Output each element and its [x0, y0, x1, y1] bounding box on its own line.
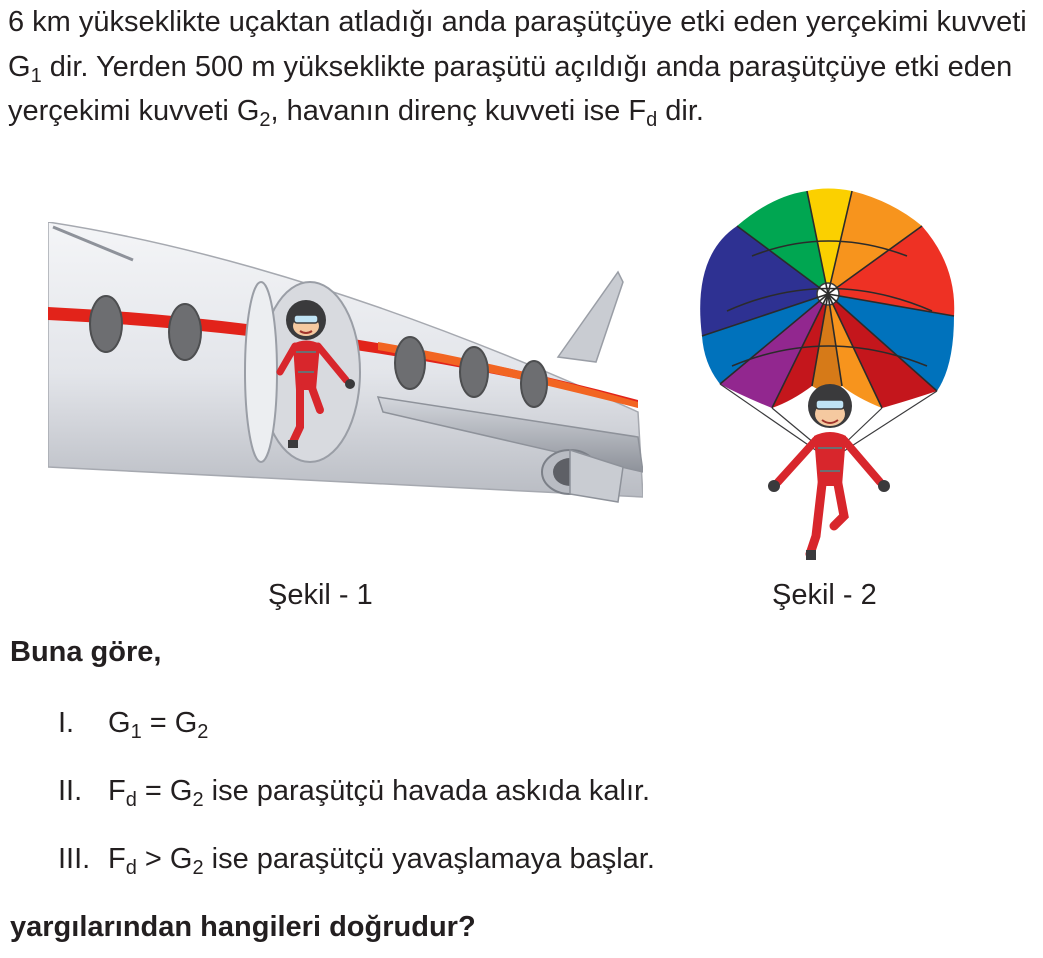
figure-2-caption: Şekil - 2 — [772, 579, 877, 611]
figure-1-caption: Şekil - 1 — [268, 579, 373, 611]
lead-text: Buna göre, — [10, 636, 162, 668]
statement-2: II. $F_d = G_2$ ise paraşütçü havada askıda kalır. — [58, 775, 651, 811]
statement-3: III. $F_d > G_2$ ise paraşütçü yavaşlamaya başlar. — [58, 843, 655, 879]
airplane-illustration — [48, 222, 643, 512]
statement-1: I. $G_1 = G_2$ — [58, 707, 209, 743]
problem-intro: 6 km yükseklikte uçaktan atladığı anda paraşütçüye etki eden yerçekimi kuvveti $G_1$ dir. Yerden 500 m yükseklikte paraşütü açıldığı anda paraşütçüye etki eden yerçekimi kuvveti $G_2$, havanın direnç kuvveti ise $F_d$ dir. — [8, 6, 1027, 131]
parachute-illustration — [692, 186, 967, 571]
parachute-canopy — [700, 189, 954, 409]
skydiver-figure-2 — [768, 384, 890, 560]
question-text: yargılarından hangileri doğrudur? — [10, 911, 476, 943]
